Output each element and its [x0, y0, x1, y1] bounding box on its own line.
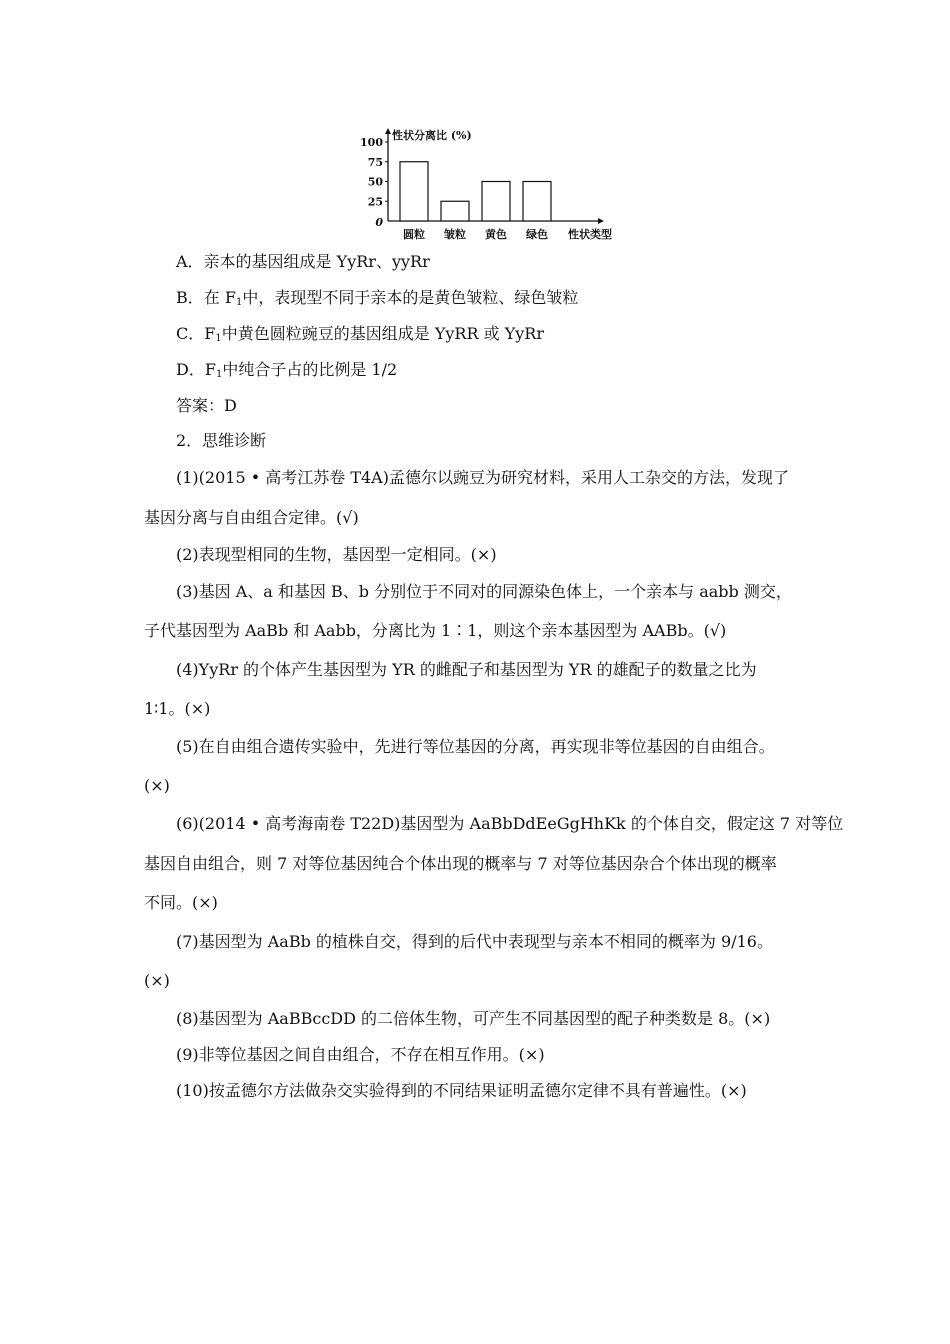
item-6-line-2: 基因自由组合，则 7 对等位基因纯合个体出现的概率与 7 对等位基因杂合个体出现的概率 [144, 854, 777, 873]
option-c: C．$F_1$中黄色圆粒豌豆的基因组成是 YyRR 或 YyRr [176, 324, 544, 344]
bar-黄色 [482, 182, 510, 222]
y-tick-label: 100 [360, 136, 383, 149]
bar-chart [360, 122, 620, 246]
y-tick-label: 50 [367, 175, 383, 189]
item-4-line-2: 1∶1。(×) [144, 699, 211, 718]
option-d: D．$F_1$中纯合子占的比例是 1/2 [176, 360, 398, 380]
item-10: (10)按孟德尔方法做杂交实验得到的不同结果证明孟德尔定律不具有普遍性。(×) [176, 1081, 747, 1100]
section-title: 2．思维诊断 [176, 431, 267, 450]
bar-皱粒 [441, 201, 469, 221]
y-axis-arrow [385, 128, 391, 134]
option-b: B．在 $F_1$中，表现型不同于亲本的是黄色皱粒、绿色皱粒 [176, 288, 579, 308]
item-7-line-1: (7)基因型为 AaBb 的植株自交，得到的后代中表现型与亲本不相同的概率为 9/16。 [176, 932, 773, 951]
option-a: A．亲本的基因组成是 YyRr、yyRr [176, 252, 430, 271]
item-7-line-2: (×) [144, 971, 170, 990]
item-5-line-1: (5)在自由组合遗传实验中，先进行等位基因的分离，再实现非等位基因的自由组合。 [176, 737, 775, 756]
item-6-line-1: (6)(2014 • 高考海南卷 T22D)基因型为 AaBbDdEeGgHhKk 的个体自交，假定这 7 对等位 [176, 814, 844, 833]
item-1-line-1: (1)(2015 • 高考江苏卷 T4A)孟德尔以豌豆为研究材料，采用人工杂交的方法，发现了 [176, 468, 789, 487]
bar-绿色 [523, 182, 551, 222]
item-3-line-1: (3)基因 A、a 和基因 B、b 分别位于不同对的同源染色体上，一个亲本与 aabb 测交， [176, 582, 792, 601]
x-axis-label: 性状类型 [568, 228, 612, 241]
answer: 答案：D [176, 396, 237, 415]
x-tick-label: 皱粒 [444, 228, 466, 241]
y-tick-label: 75 [367, 155, 383, 169]
item-6-line-3: 不同。(×) [144, 893, 218, 912]
item-1-line-2: 基因分离与自由组合定律。(√) [144, 508, 359, 527]
item-9: (9)非等位基因之间自由组合，不存在相互作用。(×) [176, 1045, 545, 1064]
x-axis-arrow [598, 218, 604, 224]
y-axis-label: 性状分离比 (%) [392, 129, 472, 142]
x-tick-label: 黄色 [485, 228, 507, 241]
y-tick-label: 25 [367, 195, 383, 209]
item-5-line-2: (×) [144, 776, 170, 795]
origin-label: 0 [375, 216, 383, 229]
chart-bars [400, 162, 551, 221]
item-3-line-2: 子代基因型为 AaBb 和 Aabb，分离比为 1∶1，则这个亲本基因型为 AABb。(√) [144, 621, 727, 640]
x-tick-label: 圆粒 [403, 228, 425, 241]
item-4-line-1: (4)YyRr 的个体产生基因型为 YR 的雌配子和基因型为 YR 的雄配子的数量之比为 [176, 660, 757, 679]
x-tick-label: 绿色 [526, 228, 548, 241]
bar-圆粒 [400, 162, 428, 221]
item-2: (2)表现型相同的生物，基因型一定相同。(×) [176, 545, 497, 564]
item-8: (8)基因型为 AaBBccDD 的二倍体生物，可产生不同基因型的配子种类数是 8。(×) [176, 1009, 771, 1028]
